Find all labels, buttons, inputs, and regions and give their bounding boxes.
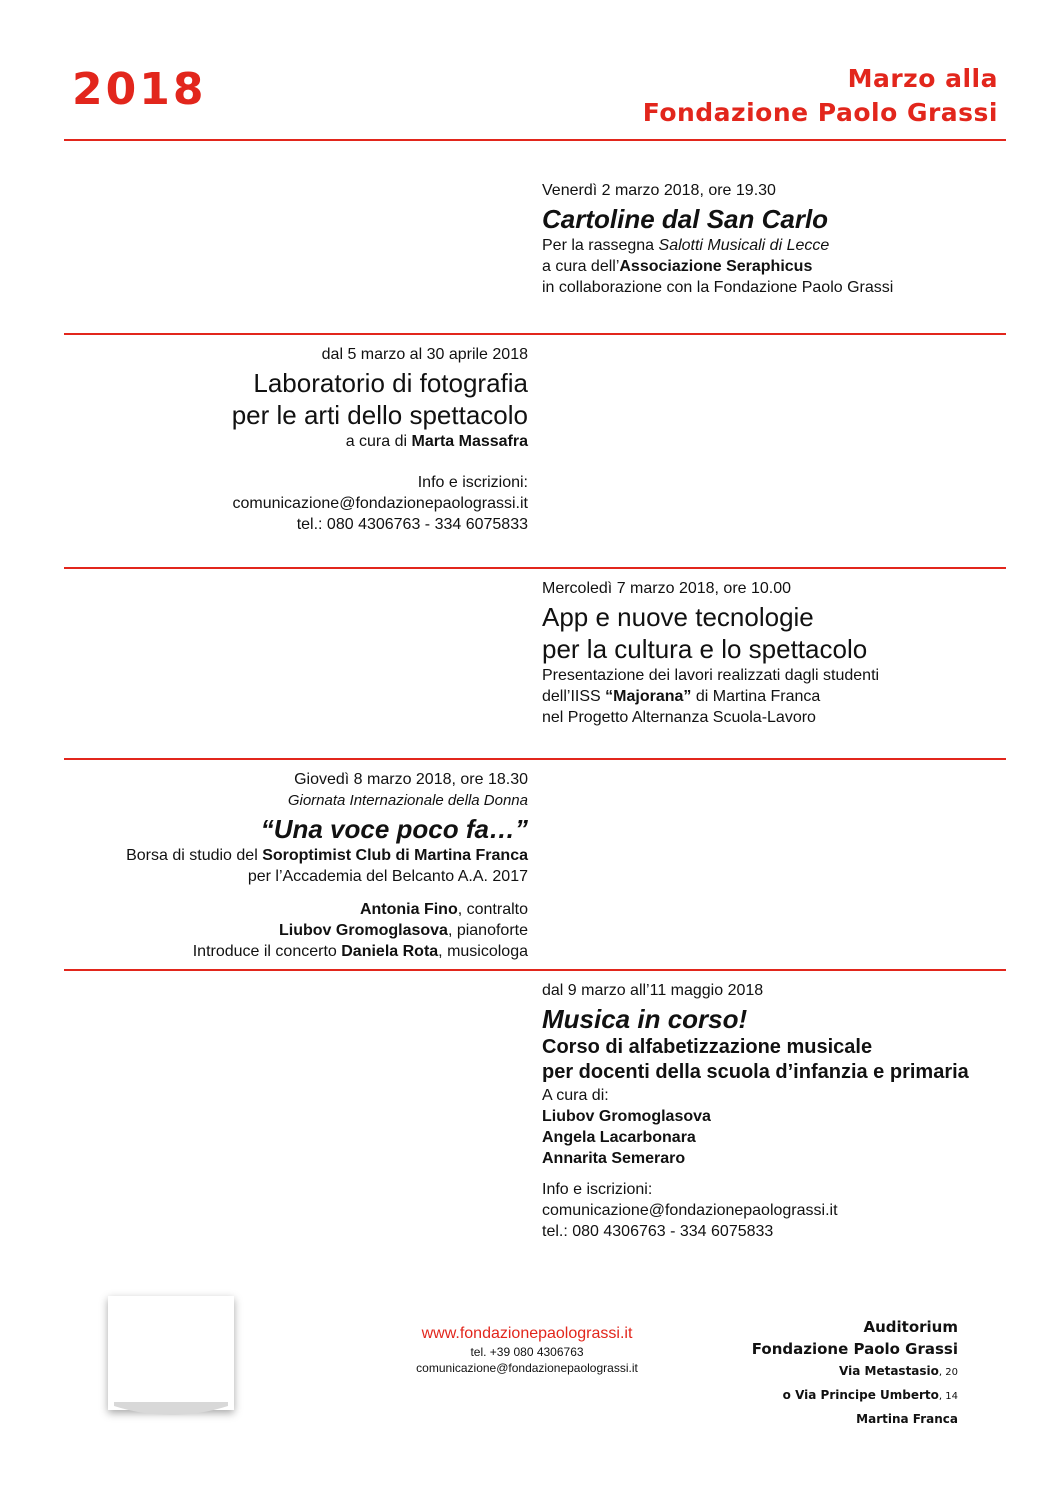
venue-name: Auditorium (863, 1318, 958, 1336)
event-title: per la cultura e lo spettacolo (542, 634, 868, 664)
logo-placeholder (108, 1296, 234, 1410)
performer: Liubov Gromoglasova, pianoforte (279, 922, 528, 939)
event-line: Borsa di studio del Soroptimist Club di Martina Franca (126, 847, 528, 864)
curator-name: Angela Lacarbonara (542, 1129, 696, 1146)
event-tel: tel.: 080 4306763 - 334 6075833 (296, 516, 528, 533)
page-title-line2: Fondazione Paolo Grassi (642, 98, 998, 127)
event-title: App e nuove tecnologie (542, 602, 814, 632)
divider (64, 969, 1006, 971)
footer-email[interactable]: comunicazione@fondazionepaolograssi.it (416, 1361, 638, 1375)
event-line: a cura di Marta Massafra (345, 433, 528, 450)
event-line: Presentazione dei lavori realizzati dagli studenti (542, 667, 880, 684)
event-una-voce (48, 769, 528, 962)
footer-venue (752, 1316, 958, 1431)
curator-name: Annarita Semeraro (542, 1150, 686, 1167)
footer-tel: tel. +39 080 4306763 (470, 1345, 584, 1359)
event-subtitle: per docenti della scuola d’infanzia e primaria (542, 1061, 969, 1083)
event-app (542, 578, 1012, 728)
event-email: comunicazione@fondazionepaolograssi.it (232, 495, 528, 512)
divider (64, 567, 1006, 569)
event-title: “Una voce poco fa…” (260, 814, 528, 844)
event-date: dal 5 marzo al 30 aprile 2018 (321, 346, 528, 363)
event-tel: tel.: 080 4306763 - 334 6075833 (542, 1223, 774, 1240)
event-email: comunicazione@fondazionepaolograssi.it (542, 1202, 838, 1219)
divider (64, 333, 1006, 335)
divider (64, 139, 1006, 141)
event-line: A cura di: (542, 1087, 609, 1104)
event-line: nel Progetto Alternanza Scuola-Lavoro (542, 709, 816, 726)
venue-address: Via Metastasio, 20 (839, 1364, 958, 1378)
event-info: Info e iscrizioni: (417, 474, 528, 491)
event-title: Musica in corso! (542, 1004, 748, 1034)
page-curl-icon (114, 1402, 228, 1420)
venue-name: Fondazione Paolo Grassi (751, 1340, 958, 1358)
performer: Antonia Fino, contralto (359, 901, 528, 918)
event-line: dell’IISS “Majorana” di Martina Franca (542, 688, 821, 705)
event-subtitle: Corso di alfabetizzazione musicale (542, 1036, 873, 1058)
page-title-line1: Marzo alla (847, 64, 998, 93)
event-line: Per la rassegna Salotti Musicali di Lecce (542, 237, 830, 254)
event-info: Info e iscrizioni: (542, 1181, 653, 1198)
event-line: in collaborazione con la Fondazione Paolo Grassi (542, 279, 894, 296)
venue-address: o Via Principe Umberto, 14 (782, 1388, 958, 1402)
website-link[interactable]: www.fondazionepaolograssi.it (421, 1325, 633, 1342)
event-line: a cura dell’Associazione Seraphicus (542, 258, 813, 275)
venue-city: Martina Franca (856, 1412, 958, 1426)
event-date: Giovedì 8 marzo 2018, ore 18.30 (294, 771, 528, 788)
event-title: Laboratorio di fotografia (253, 368, 528, 398)
event-cartoline (542, 180, 1012, 298)
event-musica-in-corso (542, 980, 1012, 1242)
event-date: dal 9 marzo all’11 maggio 2018 (542, 982, 764, 999)
event-date: Venerdì 2 marzo 2018, ore 19.30 (542, 182, 776, 199)
performer: Introduce il concerto Daniela Rota, musicologa (192, 943, 528, 960)
page-year: 2018 (72, 64, 207, 115)
event-laboratorio (48, 344, 528, 535)
page-title (643, 62, 998, 130)
event-subtitle: Giornata Internazionale della Donna (287, 792, 528, 809)
curator-name: Liubov Gromoglasova (542, 1108, 711, 1125)
divider (64, 758, 1006, 760)
event-date: Mercoledì 7 marzo 2018, ore 10.00 (542, 580, 792, 597)
event-title: per le arti dello spettacolo (231, 400, 528, 430)
event-line: per l’Accademia del Belcanto A.A. 2017 (247, 868, 528, 885)
footer-contacts (372, 1324, 682, 1376)
event-title: Cartoline dal San Carlo (542, 204, 829, 234)
